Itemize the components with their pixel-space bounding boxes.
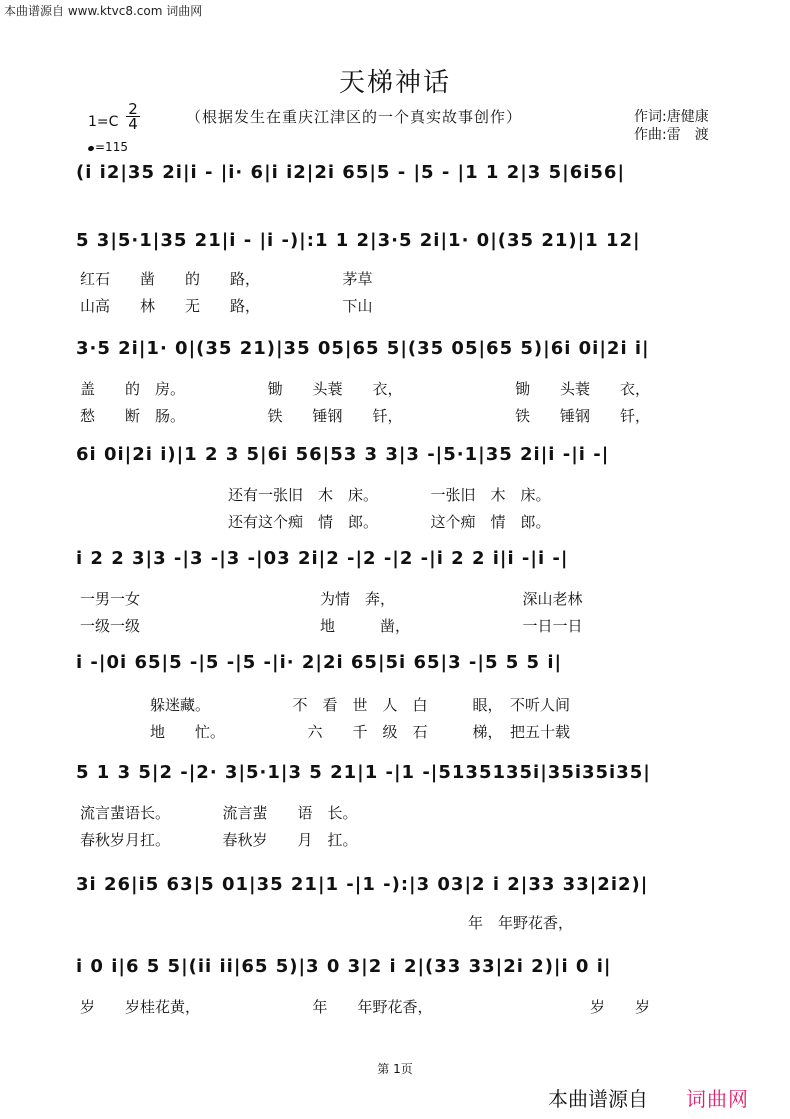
- lyric-line: 春秋岁月扛。 春秋岁 月 扛。: [80, 831, 358, 849]
- tempo-marking: [88, 140, 128, 154]
- time-signature-bottom: 4: [128, 115, 138, 133]
- score-row-7: [76, 760, 752, 794]
- lyric-line: 一男一女 为情 奔， 深山老林: [80, 590, 583, 608]
- score-row-4: [76, 442, 752, 476]
- row-6-notes: i -|0i 65|5 -|5 -|5 -|i· 2|2i 65|5i 65|3 -|5 5 5 i|: [76, 652, 563, 673]
- lyric-line: 盖 的 房。 锄 头蓑 衣， 锄 头蓑 衣，: [80, 380, 651, 398]
- composer-credit: 作曲:雷 渡: [634, 127, 709, 143]
- lyric-line: 岁 岁桂花黄， 年 年野花香， 岁 岁: [80, 998, 651, 1016]
- lyricist-credit: 作词:唐健康: [634, 109, 709, 125]
- tempo-value: =115: [95, 140, 128, 154]
- quarter-note-icon: [87, 145, 94, 152]
- song-subtitle: （根据发生在重庆江津区的一个真实故事创作）: [186, 108, 523, 126]
- lyric-line: 山高 林 无 路， 下山: [80, 297, 373, 315]
- score-row-3: [76, 336, 752, 370]
- key-signature: 1=C: [88, 114, 119, 130]
- row-7-notes: 5 1 3 5|2 -|2· 3|5·1|3 5 21|1 -|1 -|5135135i|35i35i35|: [76, 762, 651, 783]
- page-number: 第 1页: [377, 1062, 413, 1076]
- score-row-8: [76, 872, 752, 906]
- score-row-1: [76, 160, 752, 194]
- lyric-line: 还有这个痴 情 郎。 这个痴 情 郎。: [228, 513, 551, 531]
- site-watermark: 本曲谱源自 www.ktvc8.com 词曲网: [4, 4, 203, 18]
- lyric-line: 愁 断 肠。 铁 锤钢 钎， 铁 锤钢 钎，: [80, 407, 651, 425]
- lyric-line: 地 忙。 六 千 级 石 梯， 把五十载: [150, 723, 571, 741]
- footer-brand-right[interactable]: 词曲网: [686, 1087, 749, 1111]
- score-row-6: [76, 650, 752, 684]
- lyric-line: 躲迷藏。 不 看 世 人 白 眼， 不听人间: [150, 696, 571, 714]
- lyric-line: 一级一级 地 凿， 一日一日: [80, 617, 583, 635]
- score-row-5: [76, 546, 752, 580]
- row-8-notes: 3i 26|i5 63|5 01|35 21|1 -|1 -):|3 03|2 i 2|33 33|2i2)|: [76, 874, 649, 895]
- time-signature-top: 2: [128, 100, 138, 118]
- row-5-notes: i 2 2 3|3 -|3 -|3 -|03 2i|2 -|2 -|2 -|i 2 2 i|i -|i -|: [76, 548, 569, 569]
- footer-brand-left: 本曲谱源自: [548, 1087, 648, 1111]
- row-1-notes: (i i2|35 2i|i - |i· 6|i i2|2i 65|5 - |5 - |1 1 2|3 5|6i56|: [76, 162, 626, 183]
- row-4-notes: 6i 0i|2i i)|1 2 3 5|6i 56|53 3 3|3 -|5·1|35 2i|i -|i -|: [76, 444, 610, 465]
- lyric-line: 流言蜚语长。 流言蜚 语 长。: [80, 804, 358, 822]
- lyric-line: 还有一张旧 木 床。 一张旧 木 床。: [228, 486, 551, 504]
- time-signature: [126, 102, 140, 131]
- row-2-notes: 5 3|5·1|35 21|i - |i -)|:1 1 2|3·5 2i|1· 0|(35 21)|1 12|: [76, 230, 641, 251]
- score-row-2: [76, 228, 752, 262]
- row-3-notes: 3·5 2i|1· 0|(35 21)|35 05|65 5|(35 05|65 5)|6i 0i|2i i|: [76, 338, 650, 359]
- song-title: 天梯神话: [338, 68, 451, 98]
- lyric-line: 年 年野花香，: [468, 914, 574, 932]
- score-row-9: [76, 954, 752, 988]
- lyric-line: 红石 凿 的 路， 茅草: [80, 270, 373, 288]
- row-9-notes: i 0 i|6 5 5|(ii ii|65 5)|3 0 3|2 i 2|(33 33|2i 2)|i 0 i|: [76, 956, 612, 977]
